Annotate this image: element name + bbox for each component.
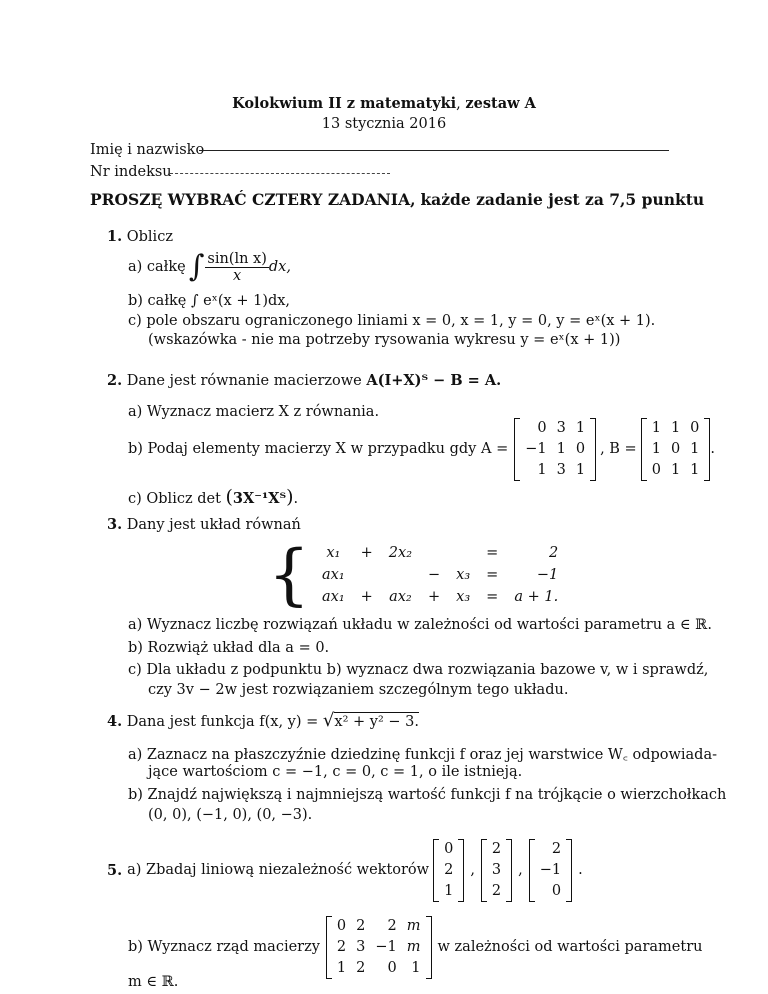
task3-a: a) Wyznacz liczbę rozwiązań układu w zależności od wartości parametru a ∈ ℝ.	[128, 617, 712, 633]
vector-separator: .	[578, 862, 583, 878]
system-cell-1-6: −1	[536, 567, 559, 583]
task3-c1: c) Dla układu z podpunktu b) wyznacz dwa rozwiązania bazowe v, w i sprawdź,	[128, 662, 709, 678]
matrix-B-cell-1-0: 1	[651, 440, 661, 457]
task2-c-end: .	[293, 491, 299, 507]
task1-b-label: b) całkę	[128, 293, 187, 309]
vector-3-entry-0: 2	[551, 840, 562, 857]
matrix-A-cell-1-2: 0	[575, 440, 586, 457]
task2-heading	[107, 372, 501, 389]
rank-matrix-cell-2-0: 1	[336, 959, 347, 976]
task4-a2: jące wartościom c = −1, c = 0, c = 1, o ile istnieją.	[148, 764, 523, 780]
matrix-B	[641, 418, 711, 481]
matrix-A-cell-0-1: 3	[556, 419, 566, 436]
task3-intro: Dany jest układ równań	[126, 517, 301, 533]
matrix-B-cell-2-1: 1	[670, 461, 681, 478]
system-brace: {	[268, 536, 310, 613]
task4-radicand: x² + y² − 3.	[334, 714, 419, 730]
matrix-B-cell-1-2: 1	[690, 440, 700, 457]
name-field-line[interactable]	[199, 150, 669, 151]
task4-intro: Dana jest funkcja f(x, y) =	[126, 714, 319, 730]
task2-b-end: .	[710, 441, 716, 457]
index-label: Nr indeksu	[90, 164, 172, 180]
equation-system	[268, 536, 566, 613]
task1-number: 1.	[107, 228, 123, 245]
name-label: Imię i nazwisko	[90, 142, 205, 158]
matrix-A	[514, 418, 596, 481]
task4-number: 4.	[107, 713, 123, 730]
integral-sign: ∫	[188, 249, 205, 284]
task1-a-fraction	[205, 251, 269, 284]
task1-c: c) pole obszaru ograniczonego liniami x = 0, x = 1, y = 0, y = eˣ(x + 1).	[128, 313, 656, 329]
task3-number: 3.	[107, 516, 123, 533]
sqrt-sign: √	[322, 710, 335, 731]
rank-matrix-cell-1-2: −1	[375, 938, 397, 955]
matrix-B-cell-1-1: 0	[670, 440, 681, 457]
task1-title: Oblicz	[126, 229, 173, 245]
task5-b-tail: w zależności od wartości parametru	[437, 939, 703, 955]
task2-c-expr: 3X⁻¹Xᵀ	[232, 490, 287, 507]
system-cell-2-3: +	[428, 589, 441, 605]
task1-c-hint: (wskazówka - nie ma potrzeby rysowania wykresu y = eˣ(x + 1))	[148, 332, 621, 348]
page-title	[0, 95, 768, 112]
matrix-A-cell-2-1: 3	[556, 461, 566, 478]
vector-separator: ,	[518, 862, 523, 878]
matrix-B-cell-2-2: 1	[690, 461, 700, 478]
rank-matrix	[326, 916, 432, 979]
rank-matrix-cell-0-0: 0	[336, 917, 347, 934]
task4-a1: a) Zaznacz na płaszczyźnie dziedzinę funkcji f oraz jej warstwice W꜀ odpowiada-	[128, 747, 718, 763]
system-cell-0-1: +	[360, 545, 373, 561]
task5-b-label: b) Wyznacz rząd macierzy	[128, 939, 320, 955]
fraction-numerator: sin(ln x)	[207, 250, 267, 267]
system-cell-1-0: ax₁	[322, 567, 345, 583]
system-cell-2-5: =	[486, 589, 499, 605]
vector-1	[433, 839, 464, 902]
system-cell-2-2: ax₂	[389, 589, 412, 605]
vector-3-entry-1: −1	[539, 861, 562, 878]
task1-a-tail: dx,	[268, 259, 291, 275]
task2-number: 2.	[107, 372, 123, 389]
vector-3-entry-2: 0	[551, 882, 562, 899]
vector-1-entry-0: 0	[444, 840, 454, 857]
system-cell-0-5: =	[486, 545, 499, 561]
vector-2	[481, 839, 512, 902]
system-cell-0-6: 2	[548, 545, 559, 561]
system-cell-1-4: x₃	[456, 567, 471, 583]
matrix-A-cell-2-0: 1	[537, 461, 547, 478]
vector-2-entry-0: 2	[491, 840, 502, 857]
task1-a-label: a) całkę	[128, 259, 186, 275]
fraction-denominator: x	[205, 267, 269, 284]
system-cell-0-4	[448, 542, 478, 564]
matrix-A-cell-1-1: 1	[556, 440, 566, 457]
task1-b-expr: ∫ eˣ(x + 1)dx,	[191, 293, 291, 309]
rank-matrix-cell-0-1: 2	[356, 917, 366, 934]
system-cell-1-1	[353, 564, 381, 586]
task3-heading	[107, 516, 301, 533]
matrix-B-cell-0-0: 1	[651, 419, 661, 436]
task1-b	[128, 293, 290, 309]
exam-date: 13 stycznia 2016	[321, 116, 447, 132]
index-field-line[interactable]	[170, 173, 390, 174]
task2-intro: Dane jest równanie macierzowe	[126, 373, 362, 389]
vector-separator: ,	[470, 862, 475, 878]
instruction-rest: każde zadanie jest za 7,5 punktu	[420, 190, 705, 209]
title-sep: ,	[456, 96, 461, 112]
vector-2-entry-1: 3	[491, 861, 502, 878]
task2-a: a) Wyznacz macierz X z równania.	[128, 404, 380, 420]
task5-number: 5.	[107, 861, 123, 879]
matrix-B-cell-0-1: 1	[670, 419, 681, 436]
system-cell-1-2	[381, 564, 420, 586]
task4-b1: b) Znajdź największą i najmniejszą wartość funkcji f na trójkącie o wierzchołkach	[128, 787, 727, 803]
task1-heading	[107, 228, 173, 245]
system-cell-1-5: =	[486, 567, 499, 583]
task1-a	[128, 245, 291, 289]
instruction-main: PROSZĘ WYBRAĆ CZTERY ZADANIA,	[90, 190, 416, 209]
rank-matrix-cell-0-3: m	[406, 917, 421, 934]
vector-1-entry-2: 1	[444, 882, 454, 899]
matrix-A-cell-1-0: −1	[525, 440, 547, 457]
vector-3	[529, 839, 572, 902]
system-cell-0-3	[420, 542, 448, 564]
vector-2-entry-2: 2	[491, 882, 502, 899]
task5-a	[107, 835, 589, 905]
task2-B-label: , B =	[600, 441, 637, 457]
system-cell-2-6: a + 1.	[514, 589, 559, 605]
system-cell-2-4: x₃	[456, 589, 471, 605]
task2-c: c) Oblicz det (3X⁻¹Xᵀ).	[128, 486, 299, 508]
task2-equation: A(I+X)ᵀ − B = A.	[366, 372, 502, 389]
system-cell-2-1: +	[360, 589, 373, 605]
system-cell-2-0: ax₁	[322, 589, 345, 605]
rank-matrix-cell-2-2: 0	[387, 959, 397, 976]
task5-a-label: a) Zbadaj liniową niezależność wektorów	[127, 862, 430, 878]
task4-heading	[107, 710, 419, 731]
matrix-A-cell-0-2: 1	[575, 419, 586, 436]
matrix-B-cell-2-0: 0	[651, 461, 661, 478]
rank-matrix-cell-0-2: 2	[387, 917, 397, 934]
rank-matrix-cell-2-3: 1	[411, 959, 421, 976]
system-cell-1-3: −	[428, 567, 441, 583]
task2-c-label: c) Oblicz det	[128, 491, 221, 507]
system-cell-0-0: x₁	[326, 545, 341, 561]
vector-1-entry-1: 2	[444, 861, 454, 878]
system-cell-0-2: 2x₂	[388, 545, 413, 561]
matrix-A-cell-0-0: 0	[537, 419, 547, 436]
rank-matrix-cell-1-3: m	[406, 938, 421, 955]
task2-b	[128, 420, 715, 478]
task4-b2: (0, 0), (−1, 0), (0, −3).	[148, 807, 313, 823]
matrix-A-cell-2-2: 1	[575, 461, 586, 478]
task2-b-label: b) Podaj elementy macierzy X w przypadku gdy A =	[128, 441, 509, 457]
rank-matrix-cell-1-0: 2	[336, 938, 347, 955]
instruction	[90, 190, 704, 209]
task5-b-end: m ∈ ℝ.	[128, 974, 179, 990]
title-variant: zestaw A	[465, 95, 536, 112]
matrix-B-cell-0-2: 0	[690, 419, 700, 436]
task3-b: b) Rozwiąż układ dla a = 0.	[128, 640, 330, 656]
task5-b	[128, 912, 702, 982]
task3-c2: czy 3v − 2w jest rozwiązaniem szczególnym tego układu.	[148, 682, 569, 698]
rank-matrix-cell-2-1: 2	[356, 959, 366, 976]
rank-matrix-cell-1-1: 3	[356, 938, 366, 955]
title-main: Kolokwium II z matematyki	[232, 95, 457, 112]
